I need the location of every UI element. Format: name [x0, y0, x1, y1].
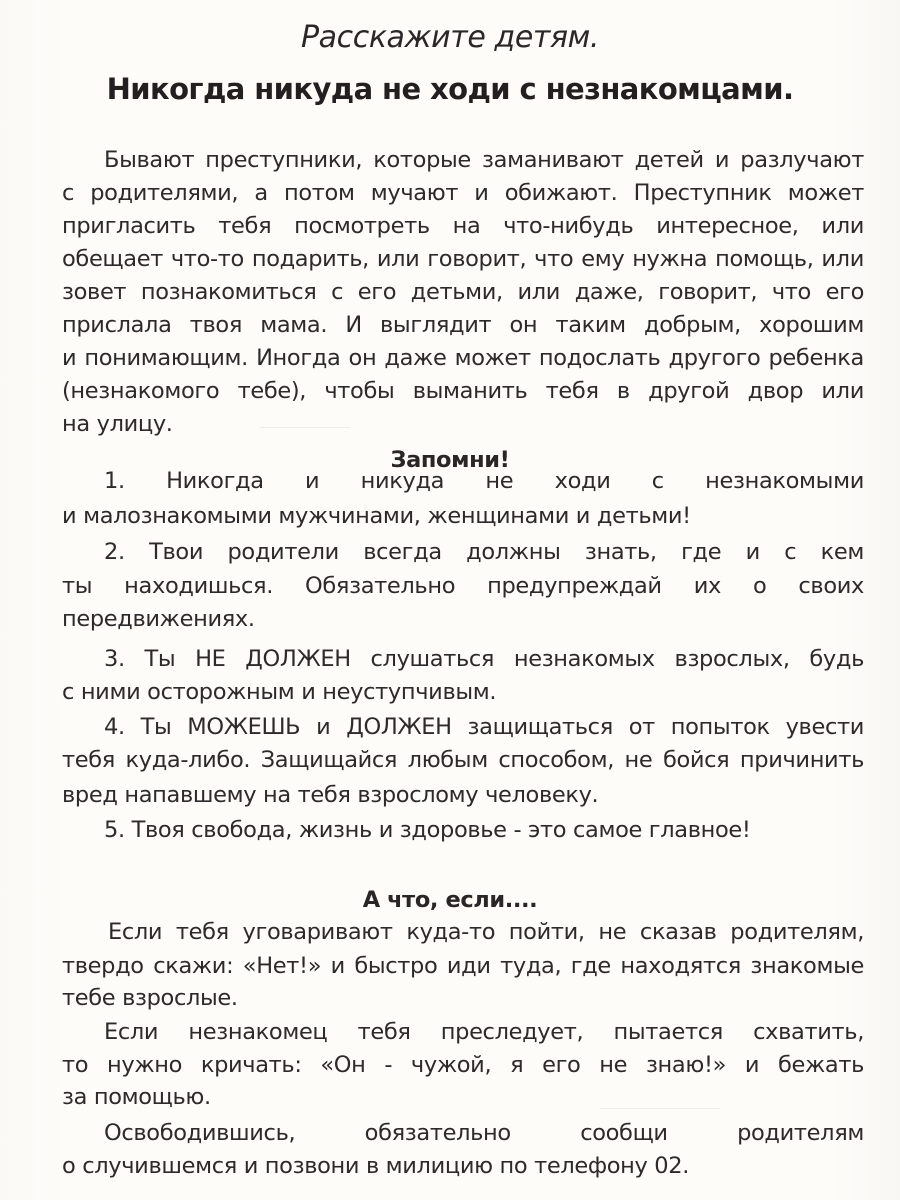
intro-line: пригласить тебя посмотреть на что-нибудь интересное, или — [62, 213, 864, 239]
rule-line: вред напавшему на тебя взрослому человеку. — [62, 782, 599, 808]
what-if-line: твердо скажи: «Нет!» и быстро иди туда, где находятся знакомые — [62, 953, 864, 979]
intro-line: (незнакомого тебе), чтобы выманить тебя в другой двор или — [62, 378, 864, 404]
scan-artifact — [260, 427, 350, 428]
intro-line: и понимающим. Иногда он даже может подослать другого ребенка — [62, 345, 864, 371]
intro-line: зовет познакомиться с его детьми, или даже, говорит, что его — [62, 279, 864, 305]
what-if-line: Если незнакомец тебя преследует, пытается схватить, — [104, 1019, 864, 1045]
rule-line: 5. Твоя свобода, жизнь и здоровье - это самое главное! — [104, 817, 751, 843]
what-if-line: о случившемся и позвони в милицию по телефону 02. — [62, 1153, 690, 1179]
rule-line: передвижениях. — [62, 606, 255, 632]
rule-line: 3. Ты НЕ ДОЛЖЕН слушаться незнакомых взрослых, будь — [104, 646, 864, 672]
remember-heading: Запомни! — [390, 447, 510, 473]
document-subtitle: Расскажите детям. — [300, 20, 600, 55]
rule-line: и малознакомыми мужчинами, женщинами и детьми! — [62, 503, 691, 529]
what-if-line: то нужно кричать: «Он - чужой, я его не знаю!» и бежать — [62, 1052, 864, 1078]
intro-line: Бывают преступники, которые заманивают детей и разлучают — [104, 147, 864, 173]
what-if-line: Освободившись, обязательно сообщи родителям — [104, 1120, 864, 1146]
intro-line: обещает что-то подарить, или говорит, что ему нужна помощь, или — [62, 246, 864, 272]
rule-line: тебя куда-либо. Защищайся любым способом, не бойся причинить — [62, 747, 864, 773]
rule-line: 1. Никогда и никуда не ходи с незнакомыми — [104, 468, 864, 494]
rule-line: 2. Твои родители всегда должны знать, где и с кем — [104, 539, 864, 565]
rule-line: с ними осторожным и неуступчивым. — [62, 679, 497, 705]
intro-line: прислала твоя мама. И выглядит он таким добрым, хорошим — [62, 312, 864, 338]
what-if-line: Если тебя уговаривают куда-то пойти, не сказав родителям, — [108, 919, 864, 945]
rule-line: ты находишься. Обязательно предупреждай их о своих — [62, 573, 864, 599]
what-if-heading: А что, если.... — [362, 887, 538, 913]
rule-line: 4. Ты МОЖЕШЬ и ДОЛЖЕН защищаться от попыток увести — [104, 714, 864, 740]
document-title: Никогда никуда не ходи с незнакомцами. — [106, 72, 794, 106]
what-if-line: за помощью. — [62, 1084, 211, 1110]
intro-line: с родителями, а потом мучают и обижают. Преступник может — [62, 180, 864, 206]
intro-line: на улицу. — [62, 411, 173, 437]
what-if-line: тебе взрослые. — [62, 985, 238, 1011]
scan-artifact — [600, 1108, 720, 1109]
